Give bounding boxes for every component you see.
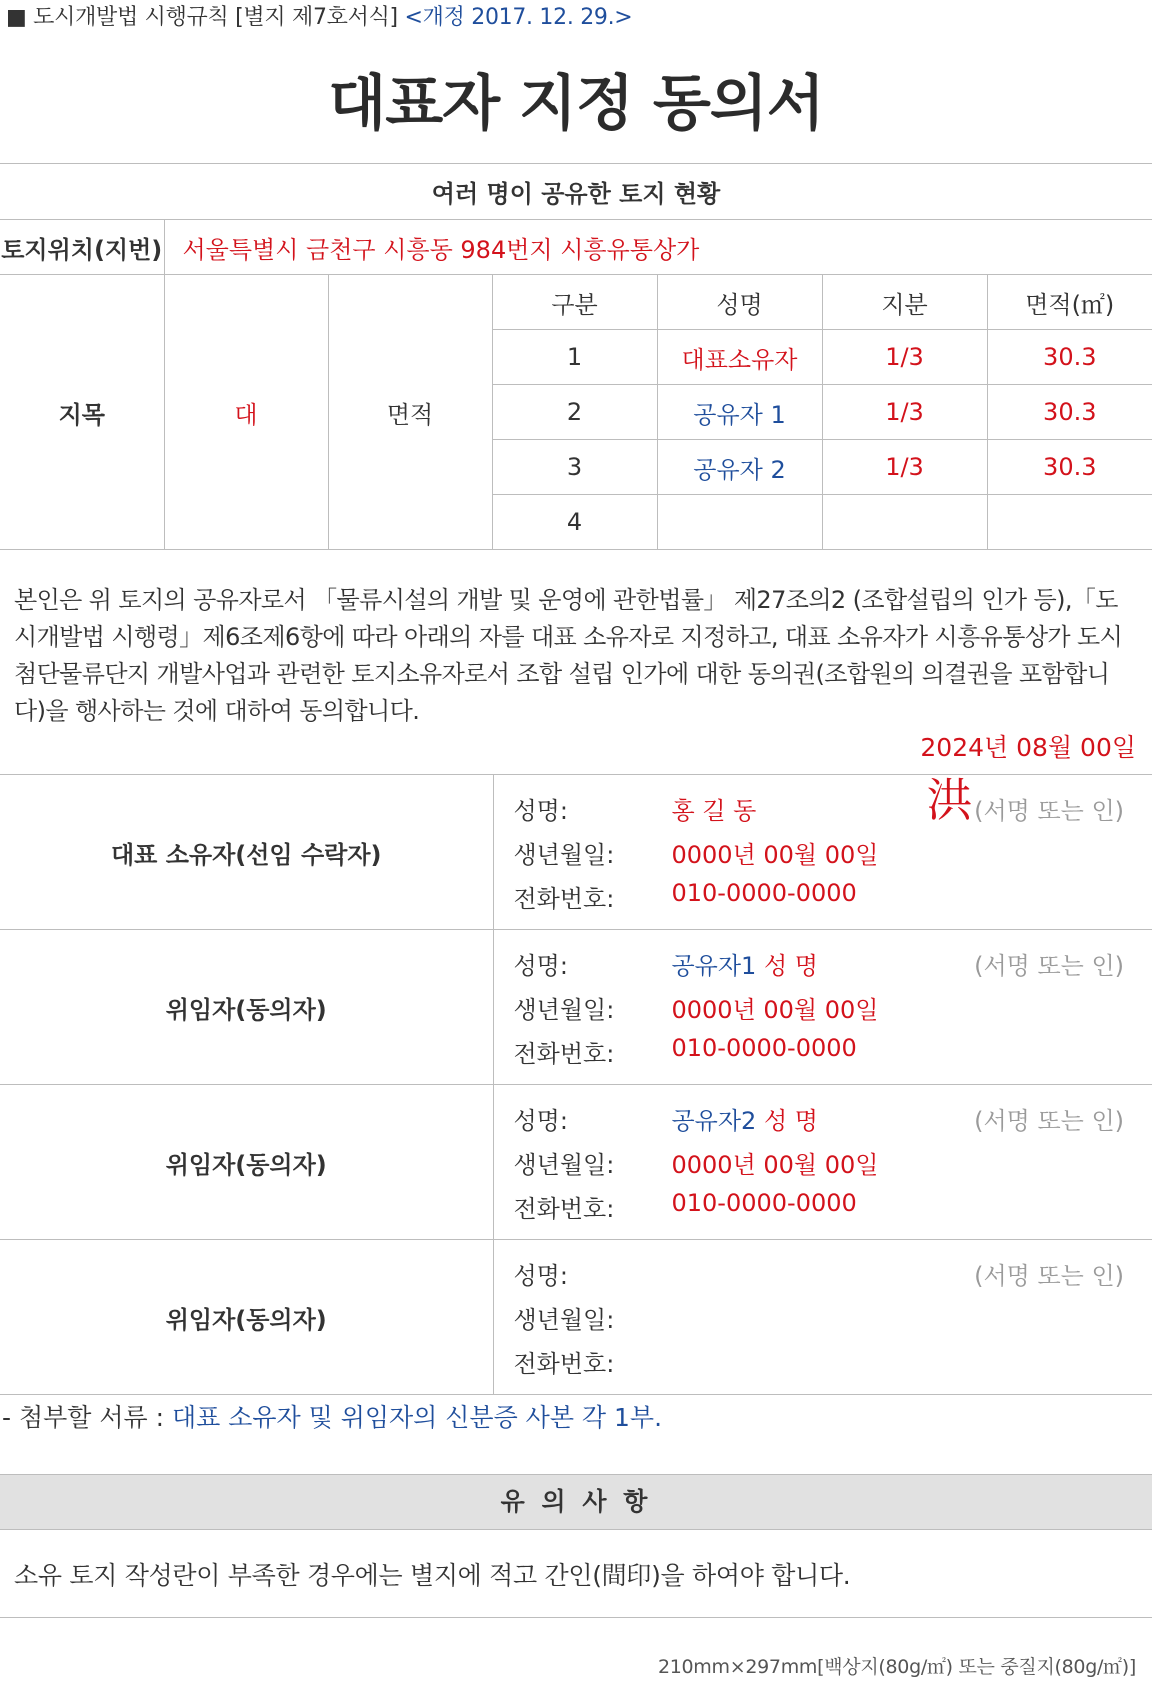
row-name: 대표소유자 <box>657 330 822 385</box>
notice-text: 소유 토지 작성란이 부족한 경우에는 별지에 적고 간인(間印)을 하여야 합니다. <box>14 1561 851 1590</box>
divider <box>0 1617 1152 1618</box>
party-birth[interactable]: 0000년 00월 00일 <box>671 1151 879 1179</box>
birth-label: 생년월일: <box>513 1151 615 1179</box>
party-phone[interactable]: 010-0000-0000 <box>671 879 857 907</box>
row-name[interactable] <box>657 495 822 550</box>
seal-stamp: 洪 <box>926 773 973 827</box>
row-share[interactable] <box>822 495 987 550</box>
land-status-table <box>0 163 1152 550</box>
party-role: 위임자(동의자) <box>0 930 493 1085</box>
phone-label: 전화번호: <box>513 1350 615 1378</box>
row-area[interactable] <box>987 495 1152 550</box>
page-title: 대표자 지정 동의서 <box>328 69 824 139</box>
row-area: 30.3 <box>987 440 1152 495</box>
row-no: 2 <box>492 385 657 440</box>
row-no: 1 <box>492 330 657 385</box>
consent-statement: 본인은 위 토지의 공유자로서 「물류시설의 개발 및 운영에 관한법률」 제27조의2 (조합설립의 인가 등),「도시개발법 시행령」제6조제6항에 따라 아래의 자를 대표 소유자로 지정하고, 대표 소유자가 시흥유통상가 도시첨단물류단지 개발사업과 관련한 토지소유자로서 조합 설립 인가에 대한 동의권(조합원의 의결권을 포함합니다)을 행사하는 것에 대하여 동의합니다. <box>14 586 1123 725</box>
col-header-name: 성명 <box>657 275 822 330</box>
location-value: 서울특별시 금천구 시흥동 984번지 시흥유통상가 <box>164 220 1152 275</box>
signature-field[interactable]: (서명 또는 인) <box>974 797 1124 825</box>
birth-label: 생년월일: <box>513 996 615 1024</box>
phone-label: 전화번호: <box>513 1195 615 1223</box>
row-name: 공유자 2 <box>657 440 822 495</box>
row-no: 3 <box>492 440 657 495</box>
attachment-label: - 첨부할 서류 : <box>2 1403 172 1432</box>
party-phone[interactable]: 010-0000-0000 <box>671 1189 857 1217</box>
attachment-value: 대표 소유자 및 위임자의 신분증 사본 각 1부. <box>171 1403 663 1432</box>
phone-label: 전화번호: <box>513 1040 615 1068</box>
party-role: 대표 소유자(선임 수락자) <box>0 775 493 930</box>
notice-title: 유 의 사 항 <box>0 1474 1152 1530</box>
col-header-no: 구분 <box>492 275 657 330</box>
party-row <box>0 1085 1152 1240</box>
birth-label: 생년월일: <box>513 841 615 869</box>
party-role: 위임자(동의자) <box>0 1240 493 1395</box>
party-info <box>493 1240 1152 1395</box>
birth-label: 생년월일: <box>513 1306 615 1334</box>
form-reference <box>6 0 632 31</box>
party-role: 위임자(동의자) <box>0 1085 493 1240</box>
signature-field[interactable]: (서명 또는 인) <box>974 1107 1124 1135</box>
party-info <box>493 1085 1152 1240</box>
signature-field[interactable]: (서명 또는 인) <box>974 952 1124 980</box>
party-name[interactable] <box>672 946 818 981</box>
party-info <box>493 775 1152 930</box>
name-label: 성명: <box>513 1262 568 1290</box>
party-birth[interactable]: 0000년 00월 00일 <box>671 841 879 869</box>
party-info <box>493 930 1152 1085</box>
party-name-prefix: 공유자1 <box>671 952 757 980</box>
name-label: 성명: <box>513 797 568 825</box>
row-share: 1/3 <box>822 385 987 440</box>
row-share: 1/3 <box>822 440 987 495</box>
name-label: 성명: <box>513 1107 568 1135</box>
row-area: 30.3 <box>987 330 1152 385</box>
party-name-prefix: 공유자2 <box>671 1107 757 1135</box>
revision-date: <개정 2017. 12. 29.> <box>404 5 633 30</box>
row-no: 4 <box>492 495 657 550</box>
land-section-title: 여러 명이 공유한 토지 현황 <box>0 164 1152 220</box>
party-phone[interactable]: 010-0000-0000 <box>671 1034 857 1062</box>
col-header-area: 면적(㎡) <box>987 275 1152 330</box>
party-name[interactable]: 홍 길 동 <box>671 797 757 825</box>
row-share: 1/3 <box>822 330 987 385</box>
party-name-placeholder: 성 명 <box>756 1107 818 1135</box>
form-ref-text: ■ 도시개발법 시행규칙 [별지 제7호서식] <box>6 5 398 30</box>
party-row <box>0 775 1152 930</box>
name-label: 성명: <box>513 952 568 980</box>
party-birth[interactable]: 0000년 00월 00일 <box>671 996 879 1024</box>
paper-spec: 210mm×297mm[백상지(80g/㎡) 또는 중질지(80g/㎡)] <box>657 1656 1136 1678</box>
signature-field[interactable]: (서명 또는 인) <box>974 1262 1124 1290</box>
party-row <box>0 930 1152 1085</box>
location-label: 토지위치(지번) <box>0 220 164 275</box>
party-row <box>0 1240 1152 1395</box>
area-label: 면적 <box>328 275 492 550</box>
row-name: 공유자 1 <box>657 385 822 440</box>
category-label: 지목 <box>0 275 164 550</box>
col-header-share: 지분 <box>822 275 987 330</box>
phone-label: 전화번호: <box>513 885 615 913</box>
row-area: 30.3 <box>987 385 1152 440</box>
party-name[interactable] <box>672 1101 818 1136</box>
attachment-note <box>2 1398 662 1434</box>
parties-table <box>0 774 1152 1395</box>
consent-date: 2024년 08월 00일 <box>920 733 1136 762</box>
party-name-placeholder: 성 명 <box>756 952 818 980</box>
category-value: 대 <box>164 275 328 550</box>
